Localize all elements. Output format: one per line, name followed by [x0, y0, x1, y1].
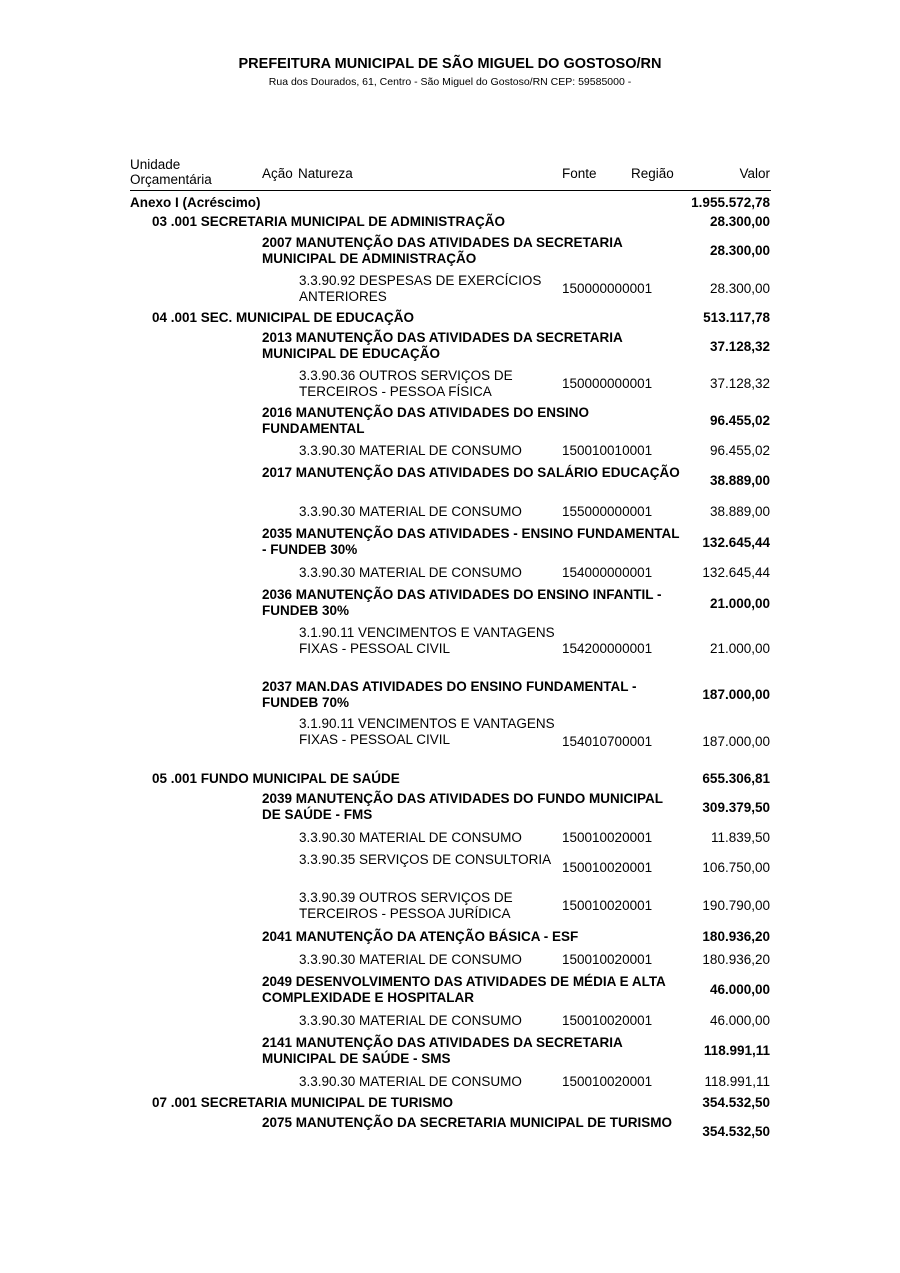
item-natureza: 3.3.90.39 OUTROS SERVIÇOS DE TERCEIROS - PESSOA JURÍDICA — [299, 890, 513, 921]
col-regiao: Região — [631, 166, 674, 181]
item-regiao: 0001 — [622, 281, 653, 296]
item-fonte: 15500000 — [562, 504, 623, 519]
item-regiao: 0001 — [622, 376, 653, 391]
action-value: 37.128,32 — [709, 339, 770, 354]
item-natureza: 3.3.90.92 DESPESAS DE EXERCÍCIOS ANTERIORES — [299, 273, 542, 304]
item-fonte: 15001002 — [562, 952, 623, 967]
item-fonte: 15420000 — [562, 641, 623, 656]
item-codes — [562, 1013, 652, 1028]
item-natureza: 3.3.90.30 MATERIAL DE CONSUMO — [299, 504, 522, 519]
action-row: 2017 MANUTENÇÃO DAS ATIVIDADES DO SALÁRIO EDUCAÇÃO — [262, 465, 680, 480]
unit-row: 03 .001 SECRETARIA MUNICIPAL DE ADMINISTRAÇÃO — [152, 214, 506, 229]
item-value: 132.645,44 — [702, 565, 770, 580]
item-codes — [562, 641, 652, 656]
item-natureza: 3.3.90.30 MATERIAL DE CONSUMO — [299, 565, 522, 580]
item-codes — [562, 898, 652, 913]
item-natureza: 3.1.90.11 VENCIMENTOS E VANTAGENS FIXAS - PESSOAL CIVIL — [299, 716, 555, 747]
action-row: 2041 MANUTENÇÃO DA ATENÇÃO BÁSICA - ESF — [262, 929, 579, 944]
action-value: 187.000,00 — [702, 687, 770, 702]
action-value: 38.889,00 — [709, 473, 770, 488]
item-fonte: 15400000 — [562, 565, 623, 580]
action-value: 354.532,50 — [702, 1124, 770, 1139]
item-value: 21.000,00 — [709, 641, 770, 656]
header-divider — [130, 190, 771, 191]
item-value: 46.000,00 — [709, 1013, 770, 1028]
page-title: PREFEITURA MUNICIPAL DE SÃO MIGUEL DO GOSTOSO/RN — [238, 56, 662, 72]
item-regiao: 0001 — [622, 860, 653, 875]
item-codes — [562, 860, 652, 875]
item-fonte: 15000000 — [562, 376, 623, 391]
item-regiao: 0001 — [622, 1074, 653, 1089]
col-fonte: Fonte — [562, 166, 597, 181]
action-value: 46.000,00 — [709, 982, 770, 997]
item-fonte: 15001002 — [562, 898, 623, 913]
action-row: 2049 DESENVOLVIMENTO DAS ATIVIDADES DE MÉDIA E ALTA COMPLEXIDADE E HOSPITALAR — [262, 974, 666, 1005]
action-row: 2036 MANUTENÇÃO DAS ATIVIDADES DO ENSINO INFANTIL - FUNDEB 30% — [262, 587, 662, 618]
item-value: 28.300,00 — [709, 281, 770, 296]
item-value: 118.991,11 — [704, 1074, 770, 1089]
item-regiao: 0001 — [622, 830, 653, 845]
item-regiao: 0001 — [622, 898, 653, 913]
item-natureza: 3.3.90.35 SERVIÇOS DE CONSULTORIA — [299, 852, 552, 867]
item-natureza: 3.3.90.30 MATERIAL DE CONSUMO — [299, 1074, 522, 1089]
item-value: 38.889,00 — [709, 504, 770, 519]
col-valor: Valor — [739, 166, 770, 181]
col-unidade: Unidade Orçamentária — [130, 157, 212, 187]
action-row: 2037 MAN.DAS ATIVIDADES DO ENSINO FUNDAMENTAL - FUNDEB 70% — [262, 679, 637, 710]
item-regiao: 0001 — [622, 443, 653, 458]
action-value: 96.455,02 — [709, 413, 770, 428]
item-regiao: 0001 — [622, 1013, 653, 1028]
item-value: 96.455,02 — [709, 443, 770, 458]
action-value: 132.645,44 — [702, 535, 770, 550]
action-row: 2035 MANUTENÇÃO DAS ATIVIDADES - ENSINO FUNDAMENTAL - FUNDEB 30% — [262, 526, 680, 557]
item-regiao: 0001 — [622, 952, 653, 967]
item-fonte: 15001002 — [562, 860, 623, 875]
action-value: 28.300,00 — [709, 243, 770, 258]
item-codes — [562, 952, 652, 967]
action-row: 2016 MANUTENÇÃO DAS ATIVIDADES DO ENSINO FUNDAMENTAL — [262, 405, 590, 436]
item-codes — [562, 504, 652, 519]
unit-value: 655.306,81 — [702, 771, 770, 786]
item-value: 190.790,00 — [702, 898, 770, 913]
item-fonte: 15001002 — [562, 830, 623, 845]
annex-label: Anexo I (Acréscimo) — [130, 195, 261, 210]
page-address: Rua dos Dourados, 61, Centro - São Miguel do Gostoso/RN CEP: 59585000 - — [268, 76, 632, 88]
action-row: 2141 MANUTENÇÃO DAS ATIVIDADES DA SECRETARIA MUNICIPAL DE SAÚDE - SMS — [262, 1035, 623, 1066]
unit-row: 05 .001 FUNDO MUNICIPAL DE SAÚDE — [152, 771, 400, 786]
unit-value: 28.300,00 — [709, 214, 770, 229]
item-value: 180.936,20 — [702, 952, 770, 967]
item-codes — [562, 281, 652, 296]
item-value: 37.128,32 — [709, 376, 770, 391]
unit-row: 07 .001 SECRETARIA MUNICIPAL DE TURISMO — [152, 1095, 454, 1110]
item-value: 11.839,50 — [710, 830, 770, 845]
annex-value: 1.955.572,78 — [691, 195, 770, 210]
item-fonte: 15001002 — [562, 1074, 623, 1089]
action-row: 2013 MANUTENÇÃO DAS ATIVIDADES DA SECRETARIA MUNICIPAL DE EDUCAÇÃO — [262, 330, 623, 361]
item-natureza: 3.3.90.30 MATERIAL DE CONSUMO — [299, 443, 522, 458]
action-value: 21.000,00 — [709, 596, 770, 611]
unit-value: 354.532,50 — [702, 1095, 770, 1110]
item-natureza: 3.3.90.30 MATERIAL DE CONSUMO — [299, 830, 522, 845]
action-row: 2075 MANUTENÇÃO DA SECRETARIA MUNICIPAL DE TURISMO — [262, 1115, 673, 1130]
item-codes — [562, 443, 652, 458]
action-row: 2007 MANUTENÇÃO DAS ATIVIDADES DA SECRETARIA MUNICIPAL DE ADMINISTRAÇÃO — [262, 235, 623, 266]
unit-row: 04 .001 SEC. MUNICIPAL DE EDUCAÇÃO — [152, 310, 415, 325]
action-value: 180.936,20 — [702, 929, 770, 944]
item-value: 106.750,00 — [702, 860, 770, 875]
item-fonte: 15001001 — [562, 443, 623, 458]
item-codes — [562, 830, 652, 845]
item-codes — [562, 734, 652, 749]
item-regiao: 0001 — [622, 641, 653, 656]
item-fonte: 15001002 — [562, 1013, 623, 1028]
item-natureza: 3.1.90.11 VENCIMENTOS E VANTAGENS FIXAS - PESSOAL CIVIL — [299, 625, 555, 656]
action-row: 2039 MANUTENÇÃO DAS ATIVIDADES DO FUNDO MUNICIPAL DE SAÚDE - FMS — [262, 791, 663, 822]
item-value: 187.000,00 — [702, 734, 770, 749]
item-regiao: 0001 — [622, 504, 653, 519]
item-codes — [562, 565, 652, 580]
col-natureza: Natureza — [298, 166, 353, 181]
item-fonte: 15000000 — [562, 281, 623, 296]
unit-value: 513.117,78 — [703, 310, 770, 325]
item-fonte: 15401070 — [562, 734, 623, 749]
item-regiao: 0001 — [622, 565, 653, 580]
item-natureza: 3.3.90.30 MATERIAL DE CONSUMO — [299, 1013, 522, 1028]
action-value: 118.991,11 — [703, 1043, 770, 1058]
col-acao: Ação — [262, 166, 293, 181]
item-codes — [562, 1074, 652, 1089]
item-regiao: 0001 — [622, 734, 653, 749]
item-codes — [562, 376, 652, 391]
item-natureza: 3.3.90.36 OUTROS SERVIÇOS DE TERCEIROS - PESSOA FÍSICA — [299, 368, 513, 399]
item-natureza: 3.3.90.30 MATERIAL DE CONSUMO — [299, 952, 522, 967]
action-value: 309.379,50 — [702, 800, 770, 815]
